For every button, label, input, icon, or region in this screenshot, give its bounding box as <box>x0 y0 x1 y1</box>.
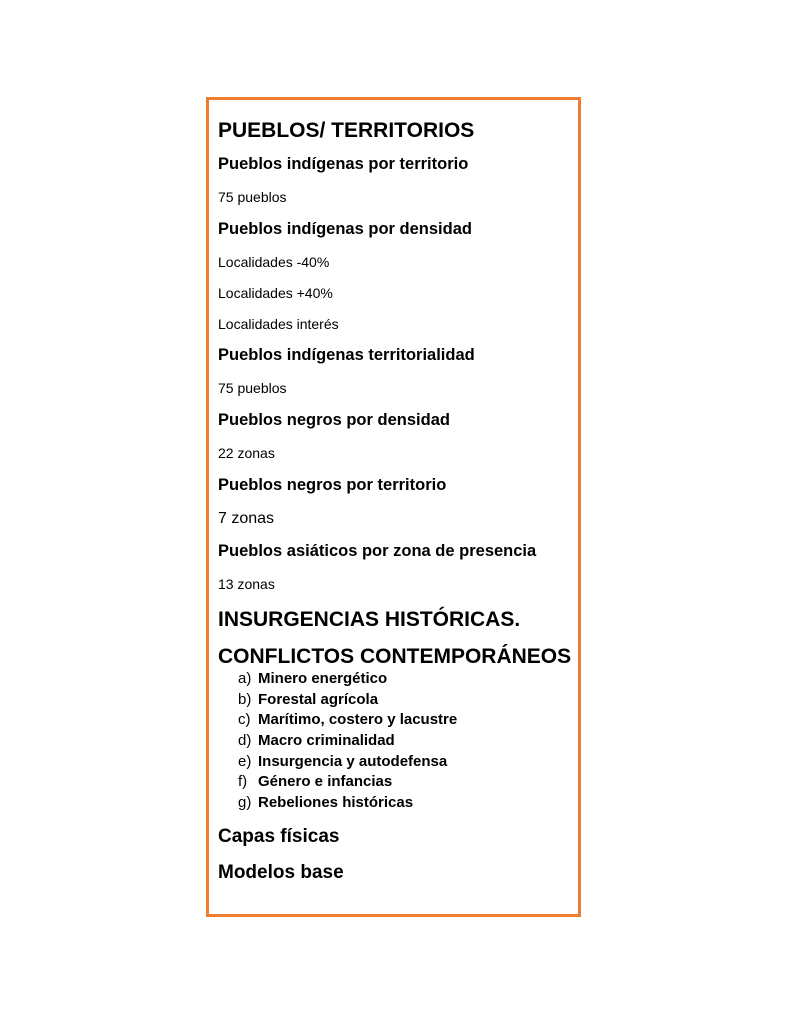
list-marker: g) <box>238 794 252 811</box>
layer-pueblos-asiaticos[interactable]: Pueblos asiáticos por zona de presencia <box>218 542 537 560</box>
layer-pueblos-negros-densidad[interactable]: Pueblos negros por densidad <box>218 411 450 429</box>
section-title-capas-fisicas[interactable]: Capas físicas <box>218 826 340 847</box>
conflict-label: Marítimo, costero y lacustre <box>258 711 458 728</box>
conflict-item[interactable] <box>238 754 447 769</box>
conflict-label: Forestal agrícola <box>258 691 379 708</box>
section-title-insurgencias[interactable]: INSURGENCIAS HISTÓRICAS. <box>218 608 521 631</box>
conflict-item[interactable] <box>238 733 395 748</box>
layer-item[interactable]: 22 zonas <box>218 445 275 461</box>
section-title-pueblos-territorios: PUEBLOS/ TERRITORIOS <box>218 119 475 142</box>
conflict-item[interactable] <box>238 774 392 789</box>
layer-pueblos-indigenas-territorialidad[interactable]: Pueblos indígenas territorialidad <box>218 346 475 364</box>
layer-item[interactable]: 13 zonas <box>218 576 275 592</box>
layer-item[interactable]: Localidades -40% <box>218 254 330 270</box>
layer-pueblos-indigenas-territorio[interactable]: Pueblos indígenas por territorio <box>218 155 469 173</box>
conflict-label: Insurgencia y autodefensa <box>258 753 448 770</box>
layer-pueblos-negros-territorio[interactable]: Pueblos negros por territorio <box>218 476 447 494</box>
list-marker: c) <box>238 711 251 728</box>
list-marker: a) <box>238 670 252 687</box>
conflict-label: Minero energético <box>258 670 388 687</box>
conflict-label: Macro criminalidad <box>258 732 395 749</box>
list-marker: b) <box>238 691 252 708</box>
conflict-item[interactable] <box>238 671 387 686</box>
layer-item[interactable]: 7 zonas <box>218 510 275 527</box>
list-marker: e) <box>238 753 252 770</box>
list-marker: f) <box>238 773 248 790</box>
section-title-conflictos[interactable]: CONFLICTOS CONTEMPORÁNEOS <box>218 645 572 668</box>
layer-item[interactable]: Localidades interés <box>218 316 339 332</box>
list-marker: d) <box>238 732 252 749</box>
layer-item[interactable]: Localidades +40% <box>218 285 333 301</box>
layer-item[interactable]: 75 pueblos <box>218 189 287 205</box>
layer-pueblos-indigenas-densidad[interactable]: Pueblos indígenas por densidad <box>218 220 472 238</box>
conflict-label: Rebeliones históricas <box>258 794 414 811</box>
conflict-item[interactable] <box>238 795 413 810</box>
section-title-modelos-base[interactable]: Modelos base <box>218 862 344 883</box>
conflict-item[interactable] <box>238 692 378 707</box>
conflict-label: Género e infancias <box>258 773 393 790</box>
conflict-item[interactable] <box>238 712 457 727</box>
layer-item[interactable]: 75 pueblos <box>218 380 287 396</box>
